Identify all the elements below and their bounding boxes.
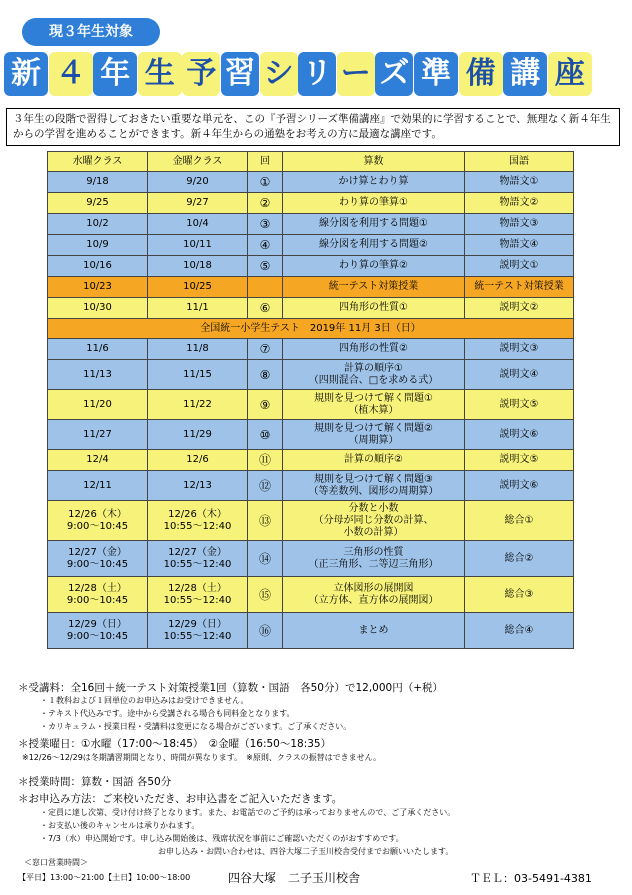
table-row: [48, 420, 574, 450]
apply-line: ＊お申込み方法：ご来校いただき、お申込書をご記入いただきます。: [18, 793, 343, 805]
title-char: 講: [503, 52, 547, 96]
fri-date: 12/27（金） 10:55～12:40: [148, 541, 248, 577]
math-topic: 三角形の性質 （正三角形、二等辺三角形）: [283, 541, 465, 577]
japanese-topic: 物語文②: [465, 193, 574, 214]
table-row: [48, 298, 574, 319]
wed-date: 10/9: [48, 235, 148, 256]
math-topic: 四角形の性質②: [283, 339, 465, 360]
session-no: ⑩: [248, 420, 283, 450]
wed-date: 10/23: [48, 277, 148, 298]
title-char: リ: [298, 52, 336, 96]
hours-title: ＜窓口営業時間＞: [24, 858, 88, 867]
wed-date: 11/27: [48, 420, 148, 450]
math-topic: 統一テスト対策授業: [283, 277, 465, 298]
title-char: 座: [548, 52, 592, 96]
japanese-topic: 説明文③: [465, 339, 574, 360]
session-no: ⑨: [248, 390, 283, 420]
japanese-topic: 物語文③: [465, 214, 574, 235]
hours-line: 【平日】13:00～21:00【土日】10:00～18:00: [18, 873, 191, 882]
math-topic: 計算の順序②: [283, 450, 465, 471]
math-topic: まとめ: [283, 613, 465, 649]
wed-date: 11/20: [48, 390, 148, 420]
header-no: 回: [248, 152, 283, 172]
fri-date: 11/15: [148, 360, 248, 390]
session-no: ⑪: [248, 450, 283, 471]
table-row: [48, 613, 574, 649]
title-char: ４: [49, 52, 93, 96]
math-topic: かけ算とわり算: [283, 172, 465, 193]
session-no: ③: [248, 214, 283, 235]
title-char: 生: [138, 52, 182, 96]
wed-date: 10/30: [48, 298, 148, 319]
table-row: [48, 277, 574, 298]
session-no: ⑧: [248, 360, 283, 390]
wed-date: 9/18: [48, 172, 148, 193]
wed-date: 9/25: [48, 193, 148, 214]
math-topic: 立体図形の展開図 （立方体、直方体の展開図）: [283, 577, 465, 613]
title-char: シ: [260, 52, 298, 96]
table-row: [48, 501, 574, 541]
japanese-topic: 説明文⑤: [465, 450, 574, 471]
time-line: ＊授業時間：算数・国語 各50分: [18, 776, 172, 788]
math-topic: わり算の筆算①: [283, 193, 465, 214]
wed-date: 12/11: [48, 471, 148, 501]
fri-date: 10/11: [148, 235, 248, 256]
math-topic: 四角形の性質①: [283, 298, 465, 319]
wed-date: 10/2: [48, 214, 148, 235]
japanese-topic: 説明文①: [465, 256, 574, 277]
apply-note-1: ・定員に達し次第、受け付け終了となります。また、お電話でのご予約は承っておりませんので、ご了承ください。: [40, 808, 456, 817]
japanese-topic: 統一テスト対策授業: [465, 277, 574, 298]
table-row: [48, 172, 574, 193]
wed-date: 12/27（金） 9:00～10:45: [48, 541, 148, 577]
fee-note-3: ・カリキュラム・授業日程・受講料は変更になる場合がございます。ご了承ください。: [40, 722, 352, 731]
wed-date: 11/6: [48, 339, 148, 360]
table-row: [48, 541, 574, 577]
table-row: [48, 390, 574, 420]
fri-date: 11/1: [148, 298, 248, 319]
wed-date: 12/26（木） 9:00～10:45: [48, 501, 148, 541]
session-no: ⑫: [248, 471, 283, 501]
days-note: ※12/26～12/29は冬期講習期間となり、時間が異なります。 ※原則、クラスの振替はできません。: [22, 753, 382, 762]
session-no: ⑯: [248, 613, 283, 649]
japanese-topic: 総合①: [465, 501, 574, 541]
apply-note-2: ・お支払い後のキャンセルは承りかねます。: [40, 821, 200, 830]
header-wed: 水曜クラス: [48, 152, 148, 172]
tel-line: ＴＥＬ：03-5491-4381: [470, 872, 592, 885]
title-char: 備: [459, 52, 503, 96]
table-row: [48, 339, 574, 360]
japanese-topic: 物語文①: [465, 172, 574, 193]
title-char: ズ: [375, 52, 413, 96]
header-math: 算数: [283, 152, 465, 172]
session-no: ⑥: [248, 298, 283, 319]
apply-note-3: ・7/3（水）申込開始です。申し込み開始後は、残席状況を事前にご確認いただくのがおすすめです。: [40, 834, 404, 843]
title-char: ー: [337, 52, 375, 96]
title-char: 予: [182, 52, 220, 96]
math-topic: 線分図を利用する問題①: [283, 214, 465, 235]
fri-date: 12/29（日） 10:55～12:40: [148, 613, 248, 649]
fri-date: 10/4: [148, 214, 248, 235]
table-row: [48, 360, 574, 390]
japanese-topic: 総合③: [465, 577, 574, 613]
session-no: ④: [248, 235, 283, 256]
table-row: [48, 577, 574, 613]
japanese-topic: 物語文④: [465, 235, 574, 256]
wed-date: 12/28（土） 9:00～10:45: [48, 577, 148, 613]
fri-date: 12/26（木） 10:55～12:40: [148, 501, 248, 541]
session-no: ⑬: [248, 501, 283, 541]
title-char: 年: [93, 52, 137, 96]
japanese-topic: 説明文⑥: [465, 420, 574, 450]
title-char: 習: [221, 52, 259, 96]
math-topic: 計算の順序① （四則混合、□を求める式）: [283, 360, 465, 390]
math-topic: 分数と小数 （分母が同じ分数の計算、 小数の計算）: [283, 501, 465, 541]
session-no: ⑮: [248, 577, 283, 613]
fri-date: 12/13: [148, 471, 248, 501]
schedule-table: [47, 151, 574, 649]
japanese-topic: 総合④: [465, 613, 574, 649]
table-row: [48, 256, 574, 277]
title-char: 新: [4, 52, 48, 96]
days-line: ＊授業曜日：①水曜（17:00～18:45） ②金曜（16:50～18:35）: [18, 738, 332, 750]
intro-text: ３年生の段階で習得しておきたい重要な単元を、この『予習シリーズ準備講座』で効果的に学習することで、無理なく新４年生からの学習を進めることができます。新４年生からの通塾をお考えの方に最適な講座です。: [6, 108, 620, 146]
table-row: [48, 471, 574, 501]
math-topic: 線分図を利用する問題②: [283, 235, 465, 256]
japanese-topic: 説明文⑥: [465, 471, 574, 501]
table-header-row: [48, 152, 574, 172]
fri-date: 12/6: [148, 450, 248, 471]
table-row: [48, 193, 574, 214]
session-no: ②: [248, 193, 283, 214]
math-topic: 規則を見つけて解く問題③ （等差数列、図形の周期算）: [283, 471, 465, 501]
fri-date: 12/28（土） 10:55～12:40: [148, 577, 248, 613]
fri-date: 9/27: [148, 193, 248, 214]
nationwide-test-row: 全国統一小学生テスト 2019年 11月 3日（日）: [48, 319, 574, 339]
fee-note-2: ・テキスト代込みです。途中から受講される場合も同料金となります。: [40, 709, 295, 718]
japanese-topic: 説明文⑤: [465, 390, 574, 420]
page-title: [4, 52, 628, 100]
math-topic: 規則を見つけて解く問題② （周期算）: [283, 420, 465, 450]
japanese-topic: 説明文④: [465, 360, 574, 390]
japanese-topic: 総合②: [465, 541, 574, 577]
table-row: [48, 214, 574, 235]
japanese-topic: 説明文②: [465, 298, 574, 319]
math-topic: 規則を見つけて解く問題① （植木算）: [283, 390, 465, 420]
fri-date: 11/22: [148, 390, 248, 420]
session-no: ①: [248, 172, 283, 193]
fri-date: 9/20: [148, 172, 248, 193]
fee-line: ＊受講料：全16回＋統一テスト対策授業1回（算数・国語 各50分）で12,000円（+税）: [18, 682, 444, 694]
wed-date: 12/29（日） 9:00～10:45: [48, 613, 148, 649]
table-row: [48, 319, 574, 339]
session-no: ⑦: [248, 339, 283, 360]
session-no: ⑤: [248, 256, 283, 277]
header-japanese: 国語: [465, 152, 574, 172]
fri-date: 10/18: [148, 256, 248, 277]
fri-date: 11/8: [148, 339, 248, 360]
school-name: 四谷大塚 二子玉川校舎: [228, 871, 361, 885]
fri-date: 10/25: [148, 277, 248, 298]
fee-note-1: ・１教科および１回単位のお申込みはお受けできません。: [40, 696, 249, 705]
session-no: [248, 277, 283, 298]
header-fri: 金曜クラス: [148, 152, 248, 172]
wed-date: 11/13: [48, 360, 148, 390]
contact-line: お申し込み・お問い合わせは、四谷大塚二子玉川校舎受付までお願いいたします。: [158, 847, 454, 856]
title-char: 準: [414, 52, 458, 96]
fri-date: 11/29: [148, 420, 248, 450]
target-badge: 現３年生対象: [22, 18, 160, 46]
table-row: [48, 450, 574, 471]
wed-date: 12/4: [48, 450, 148, 471]
wed-date: 10/16: [48, 256, 148, 277]
session-no: ⑭: [248, 541, 283, 577]
math-topic: わり算の筆算②: [283, 256, 465, 277]
table-row: [48, 235, 574, 256]
